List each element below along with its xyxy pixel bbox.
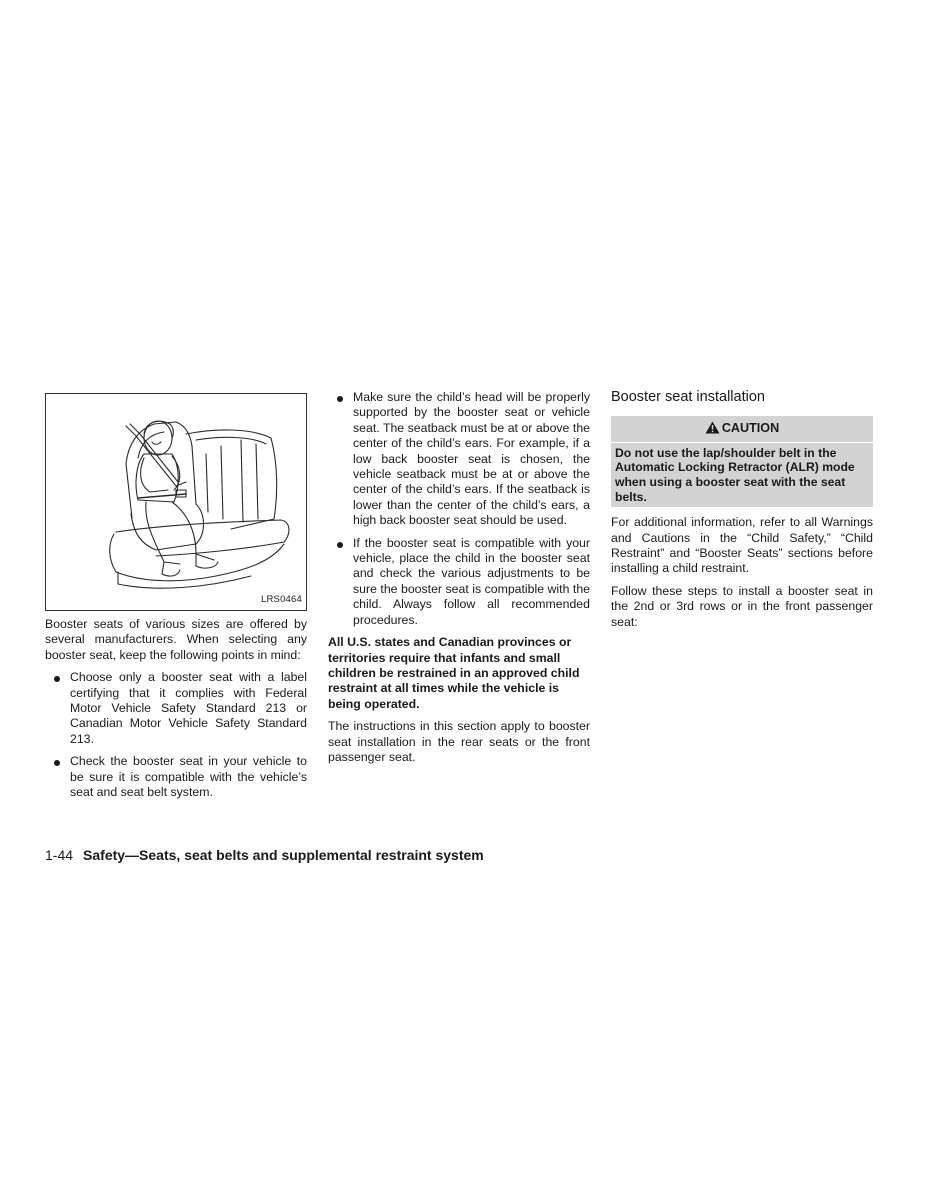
- section-heading: Booster seat installation: [611, 389, 765, 405]
- page-number: 1-44: [45, 847, 74, 863]
- column-2: [328, 390, 590, 772]
- caution-body: Do not use the lap/shoulder belt in the Automatic Locking Retractor (ALR) mode when using a booster seat with the seat belts.: [615, 445, 855, 504]
- warning-triangle-icon: [705, 421, 720, 438]
- column-1: [45, 393, 307, 807]
- bullet-icon: [337, 396, 343, 402]
- column-3: [611, 390, 873, 637]
- selection-points-list: [45, 670, 307, 800]
- page-footer: [45, 847, 484, 863]
- caution-title-text: CAUTION: [721, 421, 780, 436]
- additional-info-paragraph: For additional information, refer to all Warnings and Cautions in the “Child Safety,” “Child Restraint” and “Booster Seats” sections before installing a child restraint.: [611, 515, 873, 576]
- fit-points-list: [328, 390, 590, 628]
- bullet-icon: [337, 542, 343, 548]
- list-item: [328, 536, 590, 628]
- child-in-booster-seat-drawing: [46, 394, 306, 610]
- bullet-icon: [54, 676, 60, 682]
- list-item-text: If the booster seat is compatible with your vehicle, place the child in the booster seat and check the various adjustments to be sure the booster seat is compatible with the child. Always follow all recommended procedures.: [353, 535, 590, 627]
- list-item-text: Choose only a booster seat with a label certifying that it complies with Federal Motor Vehicle Safety Standard 213 or Canadian Motor Vehicle Safety Standard 213.: [70, 670, 307, 746]
- instructions-scope-paragraph: The instructions in this section apply to booster seat installation in the rear seats or the front passenger seat.: [328, 719, 590, 764]
- figure-label: LRS0464: [260, 593, 302, 605]
- list-item-text: Check the booster seat in your vehicle to be sure it is compatible with the vehicle’s seat and seat belt system.: [70, 754, 307, 800]
- legal-requirement-paragraph: All U.S. states and Canadian provinces or territories require that infants and small children be restrained in an approved child restraint at all times while the vehicle is being operated.: [328, 635, 580, 711]
- caution-title: [611, 416, 873, 442]
- bullet-icon: [54, 760, 60, 766]
- steps-intro-paragraph: Follow these steps to install a booster seat in the 2nd or 3rd rows or in the front passenger seat:: [611, 583, 873, 629]
- list-item-text: Make sure the child’s head will be properly supported by the booster seat or vehicle seat. The seatback must be at or above the center of the child’s ears. For example, if a low back booster seat is chosen, the vehicle seatback must be at or above the center of the child’s ears. If the seatback is lower than the center of the child’s ears, a high back booster seat should be used.: [353, 390, 590, 528]
- list-item: [328, 390, 590, 529]
- list-item: [45, 754, 307, 800]
- intro-paragraph: Booster seats of various sizes are offered by several manufacturers. When selecting any booster seat, keep the following points in mind:: [45, 617, 307, 662]
- section-title: Safety—Seats, seat belts and supplemental restraint system: [83, 847, 484, 863]
- caution-box: [611, 416, 873, 507]
- list-item: [45, 670, 307, 747]
- booster-seat-illustration: [45, 393, 307, 611]
